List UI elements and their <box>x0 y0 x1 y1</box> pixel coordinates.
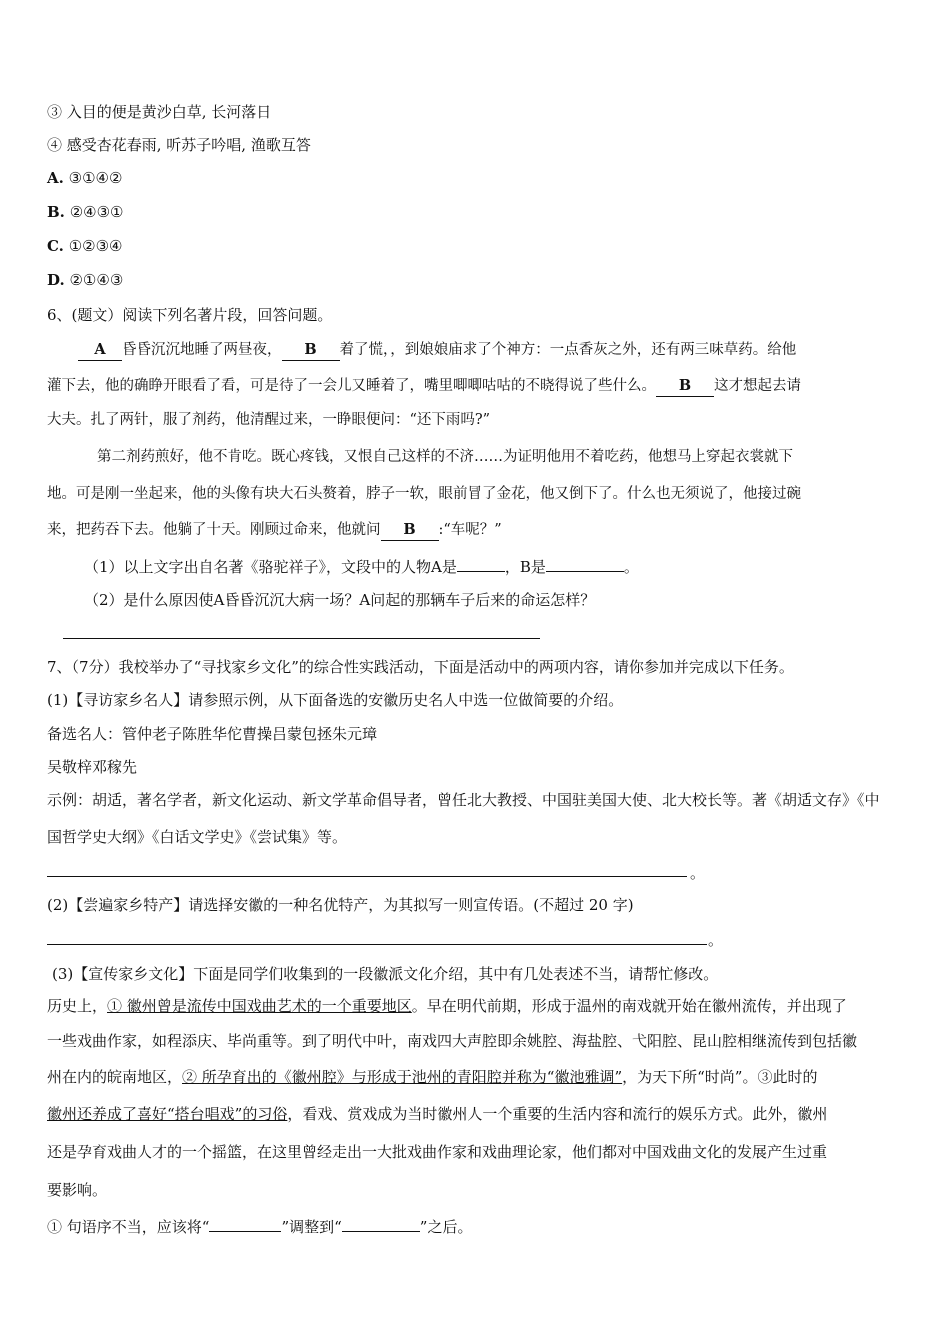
sub-text: ，B是 <box>504 558 546 576</box>
para-text: ，为天下所“时尚”。③此时的 <box>622 1068 818 1086</box>
answer-option-c <box>47 236 122 256</box>
culture-para-line-6: 要影响。 <box>47 1181 108 1199</box>
option-letter: D. <box>47 271 65 289</box>
answer-line[interactable] <box>63 638 540 639</box>
para-text: 州在内的皖南地区， <box>47 1068 183 1086</box>
passage-text: 灌下去，他的确睁开眼看了看，可是待了一会儿又睡着了，嘴里唧唧咕咕的不晓得说了些什么。 <box>47 378 656 394</box>
passage-text: 着了慌，，到娘娘庙求了个神方：一点香灰之外，还有两三味草药。给他 <box>339 342 797 358</box>
underlined-phrase-3: 徽州还养成了喜好“搭台唱戏”的习俗 <box>47 1105 288 1123</box>
option-text: ③①④② <box>68 169 123 187</box>
period: 。 <box>708 931 724 949</box>
option-item-4: ④ 感受杏花春雨, 听苏子吟唱, 渔歌互答 <box>47 136 311 154</box>
answer-blank-b[interactable] <box>546 555 624 572</box>
passage-text: :“车呢？” <box>438 522 502 538</box>
culture-para-line-3 <box>47 1067 817 1087</box>
passage-text: 来，把药吞下去。他躺了十天。刚顾过命来，他就问 <box>47 522 381 538</box>
blank-b: B <box>381 520 439 541</box>
para-text: 。早在明代前期，形成于温州的南戏就开始在徽州流传，并出现了 <box>411 997 847 1015</box>
blank-b: B <box>656 376 714 397</box>
option-letter: A. <box>47 169 64 187</box>
para-text: 历史上， <box>47 997 108 1015</box>
sub-question-2: （2）是什么原因使A昏昏沉沉大病一场？A问起的那辆车子后来的命运怎样？ <box>84 591 596 609</box>
candidate-names-line-2: 吴敬梓邓稼先 <box>47 758 138 776</box>
fix-text: ”之后。 <box>419 1218 473 1236</box>
blank-b: B <box>282 340 340 361</box>
passage-line-3: 大夫。扎了两针，服了剂药，他清醒过来，一睁眼便问：“还下雨吗?” <box>47 412 491 428</box>
answer-option-d <box>47 270 123 290</box>
answer-line[interactable] <box>47 944 707 945</box>
option-text: ①②③④ <box>68 237 123 255</box>
task-1-title: (1)【寻访家乡名人】请参照示例，从下面备选的安徽历史名人中选一位做简要的介绍。 <box>47 691 624 709</box>
example-line-1: 示例：胡适，著名学者，新文化运动、新文学革命倡导者，曾任北大教授、中国驻美国大使、北大校长等。著《胡适文存》《中 <box>47 791 880 809</box>
sub-text: （1）以上文字出自名著《骆驼祥子》，文段中的人物A是 <box>84 558 457 576</box>
example-line-2: 国哲学史大纲》《白话文学史》《尝试集》等。 <box>47 828 348 846</box>
answer-option-a <box>47 168 122 188</box>
sub-text: 。 <box>623 558 639 576</box>
passage-line-4: 第二剂药煎好，他不肯吃。既心疼钱，又恨自己这样的不济……为证明他用不着吃药，他想马上穿起衣裳就下 <box>97 449 793 465</box>
para-text: ，看戏、赏戏成为当时徽州人一个重要的生活内容和流行的娱乐方式。此外，徽州 <box>287 1105 828 1123</box>
fix-instruction-1 <box>47 1215 472 1237</box>
option-letter: C. <box>47 237 64 255</box>
sub-question-1 <box>84 555 639 577</box>
culture-para-line-4 <box>47 1104 827 1124</box>
culture-para-line-5: 还是孕育戏曲人才的一个摇篮，在这里曾经走出一大批戏曲作家和戏曲理论家，他们都对中国戏曲文化的发展产生过重 <box>47 1143 828 1161</box>
passage-line-1 <box>78 340 938 361</box>
task-2-title: (2)【尝遍家乡特产】请选择安徽的一种名优特产，为其拟写一则宣传语。(不超过 20 字) <box>47 896 634 914</box>
period: 。 <box>690 864 706 882</box>
culture-para-line-1 <box>47 996 847 1016</box>
question-6-title: 6、(题文）阅读下列名著片段，回答问题。 <box>47 306 333 324</box>
passage-line-6 <box>47 520 907 541</box>
answer-blank-from[interactable] <box>209 1215 281 1232</box>
passage-line-2 <box>47 376 907 397</box>
blank-a: A <box>78 340 122 361</box>
option-text: ②④③① <box>69 203 124 221</box>
passage-line-5: 地。可是刚一坐起来，他的头像有块大石头赘着，脖子一软，眼前冒了金花，他又倒下了。什么也无须说了，他接过碗 <box>47 486 801 502</box>
task-3-title: (3)【宣传家乡文化】下面是同学们收集到的一段徽派文化介绍，其中有几处表述不当，请帮忙修改。 <box>52 965 719 983</box>
question-7-title: 7、（7分）我校举办了“寻找家乡文化”的综合性实践活动，下面是活动中的两项内容，请你参加并完成以下任务。 <box>47 658 794 676</box>
passage-text: 这才想起去请 <box>714 378 801 394</box>
option-item-3: ③ 入目的便是黄沙白草, 长河落日 <box>47 103 272 121</box>
candidate-names-line-1: 备选名人：管仲老子陈胜华佗曹操吕蒙包拯朱元璋 <box>47 725 378 743</box>
fix-text: ① 句语序不当，应该将“ <box>47 1218 210 1236</box>
answer-option-b <box>47 202 123 222</box>
underlined-phrase-2: ② 所孕育出的《徽州腔》与形成于池州的青阳腔并称为“徽池雅调” <box>182 1068 623 1086</box>
answer-line[interactable] <box>47 876 687 877</box>
answer-blank-to[interactable] <box>342 1215 420 1232</box>
fix-text: ”调整到“ <box>281 1218 342 1236</box>
answer-blank-a[interactable] <box>457 555 505 572</box>
passage-text: 昏昏沉沉地睡了两昼夜， <box>122 342 282 358</box>
option-letter: B. <box>47 203 65 221</box>
underlined-phrase-1: ① 徽州曾是流传中国戏曲艺术的一个重要地区 <box>107 997 412 1015</box>
culture-para-line-2: 一些戏曲作家，如程添庆、毕尚重等。到了明代中叶，南戏四大声腔即余姚腔、海盐腔、弋阳腔、昆山腔相继流传到包括徽 <box>47 1032 858 1050</box>
option-text: ②①④③ <box>69 271 124 289</box>
